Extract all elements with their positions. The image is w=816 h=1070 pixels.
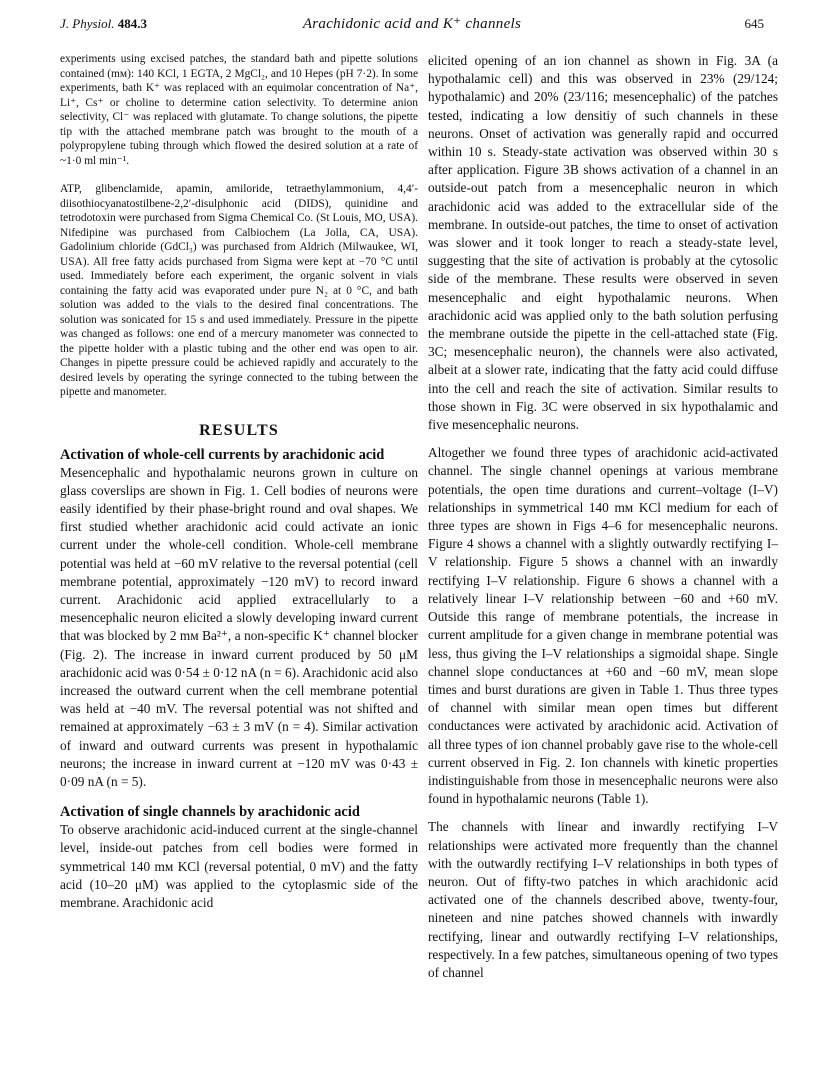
running-header <box>60 16 764 38</box>
page-number: 645 <box>744 16 764 31</box>
left-column <box>60 52 418 912</box>
methods-paragraph-chemicals: ATP, glibenclamide, apamin, amiloride, tetraethylammonium, 4,4′-diisothiocyanatostilbene-2,2′-disulphonic acid (DIDS), quinidine and tetrodotoxin were purchased from Sigma Chemical Co. (St Louis, MO, USA). Nifedipine was purchased from Calbiochem (La Jolla, CA, USA). Gadolinium chloride (GdCl₃) was purchased from Aldrich (Milwaukee, WI, USA). All free fatty acids purchased from Sigma were kept at −70 °C until used. Immediately before each experiment, the organic solvent in vials containing the fatty acid was evaporated under pure N₂ at 0 °C, and bath solution was added to the vials to the desired final concentrations. The solution was sonicated for 15 s and used immediately. Pressure in the pipette was changed as follows: one end of a mercury manometer was connected to the pipette holder with a plastic tubing and the other end was open to air. Changes in pipette pressure could be achieved rapidly and accurately to the desired levels by operating the syringe connected to the tubing between the pipette and manometer. <box>60 183 418 398</box>
journal-volume: 484.3 <box>117 16 148 31</box>
results-heading: RESULTS <box>199 421 279 439</box>
paragraph-activation-onset: elicited opening of an ion channel as shown in Fig. 3A (a hypothalamic cell) and this was observed in 23% (29/124; hypothalamic) and 20% (23/116; mesencephalic) of the patches tested, indicating a low densitiy of such channels in these neurons. Onset of activation was generally rapid and occurred within 10 s. Steady-state activation was observed within 30 s after application. Figure 3B shows activation of a channel in an outside-out patch from a mesencephalic neuron in which arachidonic acid was added to the extracellular side of the membrane. In outside-out patches, the time to onset of activation was slower and it took longer to reach a steady-state level, suggesting that the site of activation is probably at the cytosolic side of the membrane. These results were observed in seven mesencephalic and eight hypothalamic neurons. When arachidonic acid was applied only to the bath solution perfusing the membrane outside the pipette in the cell-attached state (Fig. 3C; mesencephalic neuron), the channels were also activated, albeit at a slower rate, indicating that the fatty acid could diffuse into the cell and reach the site of activation. Similar results to those shown in Fig. 3C were observed in six hypothalamic and five mesencephalic neurons. <box>428 53 778 433</box>
running-title: Arachidonic acid and K⁺ channels <box>302 16 522 32</box>
paragraph-channel-types: Altogether we found three types of arachidonic acid-activated channel. The single channel openings at various membrane potentials, the open time durations and current–voltage (I–V) relationships in symmetrical 140 mм KCl medium for each of three types are shown in Figs 4–6 for mesencephalic neurons. Figure 4 shows a channel with a slightly outwardly rectifying I–V relationship. Figure 5 shows a channel with an inwardly rectifying I–V relationship. Figure 6 shows a channel with a relatively linear I–V relationship between −60 and +60 mV. Outside this range of membrane potentials, the increase in current amplitude for a given change in membrane potential was less, thus giving the I–V relationships a sigmoidal shape. Single channel slope conductances at +60 and −60 mV, mean slope times and burst durations are given in Table 1. Thus three types of channel with similar mean open times but different conductances were activated by arachidonic acid. Activation of all three types of ion channel probably gave rise to the whole-cell current observed in Fig. 2. Ion channels with kinetic properties indistinguishable from those in mesencephalic neurons were also found in hypothalamic neurons (Table 1). <box>428 445 778 807</box>
paragraph-single-channel: To observe arachidonic acid-induced current at the single-channel level, inside-out patches from cell bodies were formed in symmetrical 140 mм KCl (reversal potential, 0 mV) and the fatty acid (10–20 μM) was applied to the cytoplasmic side of the membrane. Arachidonic acid <box>60 822 418 910</box>
subheading-whole-cell: Activation of whole-cell currents by arachidonic acid <box>60 446 385 463</box>
paragraph-activation-frequency: The channels with linear and inwardly rectifying I–V relationships were activated more frequently than the channel with the outwardly rectifying I–V relationships in both types of neuron. Out of fifty-two patches in which arachidonic acid activated one of the channels described above, twenty-four, nineteen and nine patches showed channels with inwardly rectifying, linear and outwardly rectifying I–V relationships, respectively. In a few patches, simultaneous opening of two types of channel <box>428 819 778 980</box>
subheading-single-channel: Activation of single channels by arachidonic acid <box>60 804 360 821</box>
journal-name: J. Physiol. <box>60 16 115 31</box>
paragraph-whole-cell: Mesencephalic and hypothalamic neurons grown in culture on glass coverslips are shown in Fig. 1. Cell bodies of neurons were easily identified by their phase-bright round and oval shapes. We first studied whether arachidonic acid could activate an ionic current under the whole-cell condition. Whole-cell membrane potential was held at −60 mV relative to the reversal potential (cell membrane potential, approximately −120 mV) to record inward current. Arachidonic acid applied extracellularly to a mesencephalic neuron elicited a slowly developing inward current that was blocked by 2 mм Ba²⁺, a non-specific K⁺ channel blocker (Fig. 2). The increase in inward current produced by 50 μM arachidonic acid was 0·54 ± 0·12 nA (n = 6). Arachidonic acid also increased the outward current when the cell membrane potential was held at −40 mV. The reversal potential was not shifted and remained at approximately −63 ± 3 mV (n = 4). Similar activation of inward and outward currents was present in hypothalamic neurons; the increase in inward current at −120 mV was 0·43 ± 0·09 nA (n = 5). <box>60 464 418 789</box>
right-column <box>428 52 778 982</box>
methods-paragraph-solutions: experiments using excised patches, the standard bath and pipette solutions contained (mм): 140 KCl, 1 EGTA, 2 MgCl₂, and 10 Hepes (pH 7·2). In some experiments, bath K⁺ was replaced with an equimolar concentration of Na⁺, Li⁺, Cs⁺ or choline to determine cation selectivity. To determine anion selectivity, Cl⁻ was replaced with glutamate. To change solutions, the pipette tip with the attached membrane patch was brought to the mouth of a polypropylene tubing through which flowed the desired solution at a rate of ~1·0 ml min⁻¹. <box>60 53 418 167</box>
